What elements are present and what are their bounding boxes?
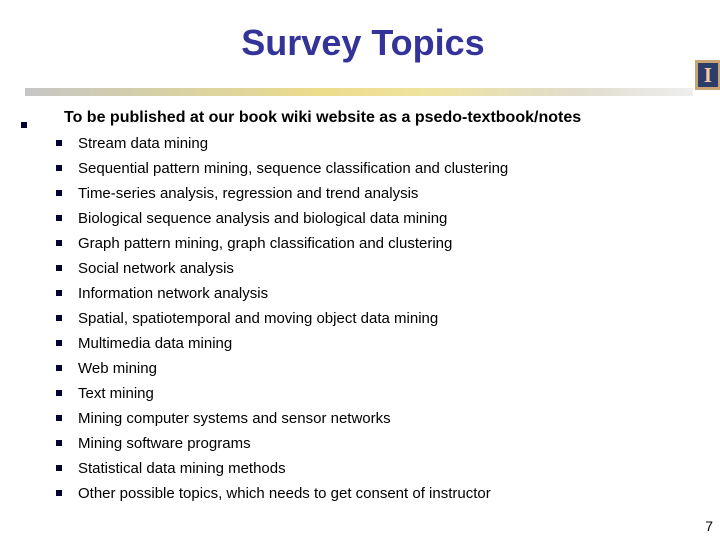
square-bullet-icon [56, 465, 62, 471]
logo-field [698, 63, 718, 87]
topic-item [0, 484, 640, 504]
logo-letter: I [703, 62, 713, 87]
square-bullet-icon [56, 315, 62, 321]
topic-text: Statistical data mining methods [78, 460, 286, 477]
square-bullet-icon [56, 440, 62, 446]
square-bullet-icon [56, 290, 62, 296]
topic-item [0, 434, 640, 454]
topic-text: Sequential pattern mining, sequence classification and clustering [78, 160, 509, 177]
topic-text: Information network analysis [78, 285, 269, 302]
topic-text: Mining computer systems and sensor networks [78, 410, 391, 427]
topic-item [0, 134, 640, 154]
topic-item [0, 159, 640, 179]
square-bullet-icon [56, 340, 62, 346]
square-bullet-icon [56, 490, 62, 496]
square-bullet-icon [21, 122, 27, 128]
slide-title: Survey Topics [241, 22, 485, 63]
square-bullet-icon [56, 140, 62, 146]
topic-item [0, 234, 640, 254]
topic-text: Biological sequence analysis and biological data mining [78, 210, 448, 227]
square-bullet-icon [56, 215, 62, 221]
topic-item [0, 459, 640, 479]
topic-item [0, 184, 640, 204]
square-bullet-icon [56, 240, 62, 246]
page-number: 7 [705, 518, 713, 534]
square-bullet-icon [56, 265, 62, 271]
square-bullet-icon [56, 390, 62, 396]
square-bullet-icon [56, 190, 62, 196]
topic-text: Mining software programs [78, 435, 251, 452]
topic-item [0, 209, 640, 229]
square-bullet-icon [56, 165, 62, 171]
topic-text: Graph pattern mining, graph classification and clustering [78, 235, 453, 252]
title-underline-rule [25, 88, 693, 96]
topic-text: Time-series analysis, regression and trend analysis [78, 185, 419, 202]
topic-item [0, 334, 640, 354]
topic-text: Multimedia data mining [78, 335, 233, 352]
square-bullet-icon [56, 415, 62, 421]
university-block-i-logo [695, 60, 720, 90]
topic-text: Other possible topics, which needs to get consent of instructor [78, 485, 491, 502]
topic-text: Stream data mining [78, 135, 209, 152]
topic-text: Social network analysis [78, 260, 234, 277]
topic-item [0, 259, 640, 279]
topic-item [0, 359, 640, 379]
main-point-text: To be published at our book wiki website as a psedo-textbook/notes [64, 109, 582, 126]
topic-text: Text mining [78, 385, 154, 402]
topic-item [0, 284, 640, 304]
topic-item [0, 309, 640, 329]
topic-item [0, 409, 640, 429]
square-bullet-icon [56, 365, 62, 371]
topic-text: Web mining [78, 360, 157, 377]
topic-text: Spatial, spatiotemporal and moving object data mining [78, 310, 439, 327]
topic-item [0, 384, 640, 404]
